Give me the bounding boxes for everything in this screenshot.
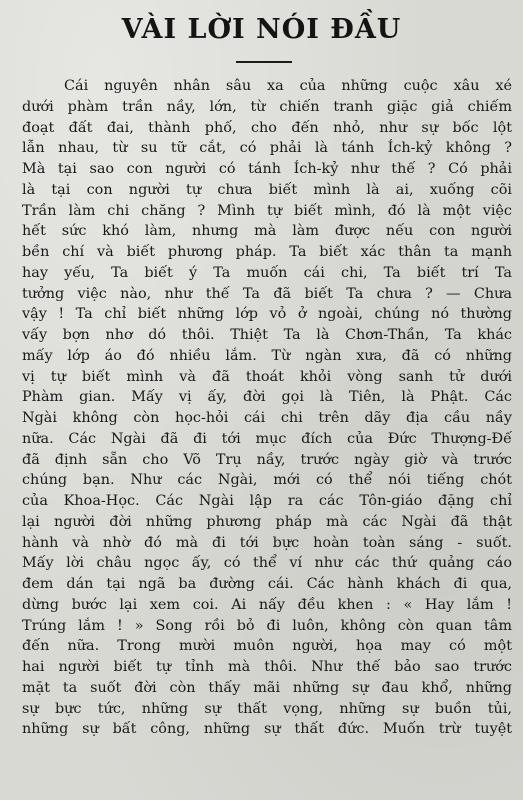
text-line: đoạt đất đai, thành phố, cho đến nhỏ, như sự bốc lột xyxy=(22,119,512,136)
text-line: Cái nguyên nhân sâu xa của những cuộc xâu xé xyxy=(64,78,512,94)
text-line: hành và nhờ đó mà đi tới bực hoàn toàn sáng - suốt. xyxy=(22,534,512,551)
text-line: vấy bợn nhơ dó thôi. Thiệt Ta là Chơn-Thần, Ta khác xyxy=(22,327,512,343)
text-line: tưởng việc nào, như thế Ta đã biết Ta chưa ? — Chưa xyxy=(22,285,512,302)
text-line: đến nữa. Trong mười muôn người, họa may có một xyxy=(22,638,512,655)
body-paragraph xyxy=(22,76,512,740)
text-line: Phàm gian. Mấy vị ấy, đời gọi là Tiên, là Phật. Các xyxy=(22,389,512,406)
text-line: Trúng lắm ! » Song rồi bỏ đi luôn, không còn quan tâm xyxy=(22,617,512,634)
text-line: lại người đời những phương pháp mà các Ngài đã thật xyxy=(22,513,512,530)
text-line: dừng bước lại xem coi. Ai nấy đều khen : « Hay lắm ! xyxy=(22,596,512,613)
text-line: Mấy lời châu ngọc ấy, có thể ví như các thứ quảng cáo xyxy=(22,555,512,572)
text-line: vị tự biết mình và đã thoát khỏi vòng sanh tử dưới xyxy=(22,368,512,385)
text-line: hay yếu, Ta biết ý Ta muốn cái chi, Ta biết trí Ta xyxy=(22,264,512,281)
text-line: Trần làm chi chăng ? Mình tự biết mình, đó là một việc xyxy=(22,202,512,219)
text-line: đã định sẵn cho Võ Trụ nầy, trước ngày giờ và trước xyxy=(22,451,512,468)
text-line: Ngài không còn học-hỏi cái chi trên dãy địa cầu nầy xyxy=(22,410,512,426)
text-line: chúng bạn. Như các Ngài, mới có thể nói tiếng chót xyxy=(22,472,512,489)
text-line: nữa. Các Ngài đã đi tới mục đích của Đức Thượng-Đế xyxy=(22,430,512,447)
text-line: hết sức khó làm, nhưng mà làm được nếu con người xyxy=(22,223,512,240)
text-line: những sự bất công, những sự thất đức. Muốn trừ tuyệt xyxy=(22,721,512,738)
text-line: là tại con người tự chưa biết mình là ai, xuống cõi xyxy=(22,181,512,198)
text-line: hai người biết tự tỉnh mà thôi. Như thế bảo sao trước xyxy=(22,659,512,675)
text-line: Mà tại sao con người có tánh Ích-kỷ như thế ? Có phải xyxy=(22,161,512,177)
text-line: lẫn nhau, từ su tữ cắt, có phải là tánh Ích-kỷ không ? xyxy=(22,140,512,157)
text-line: dưới phàm trần nầy, lớn, từ chiến tranh giặc giả chiếm xyxy=(22,98,512,115)
text-line: vậy ! Ta chỉ biết những lớp vỏ ở ngoài, chúng nó thường xyxy=(22,306,512,323)
text-line: sự bực tức, những sự thất vọng, những sự buồn tủi, xyxy=(22,700,512,717)
text-line: của Khoa-Học. Các Ngài lập ra các Tôn-giáo đặng chỉ xyxy=(22,493,512,509)
text-line: đem dán tại ngã ba đường cái. Các hành khách đi qua, xyxy=(22,576,512,592)
title-underline xyxy=(236,61,292,63)
text-line: mặt ta suốt đời còn thấy mãi những sự đau khổ, những xyxy=(22,679,512,696)
text-line: bền chí và biết phương pháp. Ta biết xác thân ta mạnh xyxy=(22,244,512,260)
page-title: VÀI LỜI NÓI ĐẦU xyxy=(121,14,402,45)
text-line: mấy lớp áo đó nhiều lắm. Từ ngàn xưa, đã có những xyxy=(22,347,512,364)
